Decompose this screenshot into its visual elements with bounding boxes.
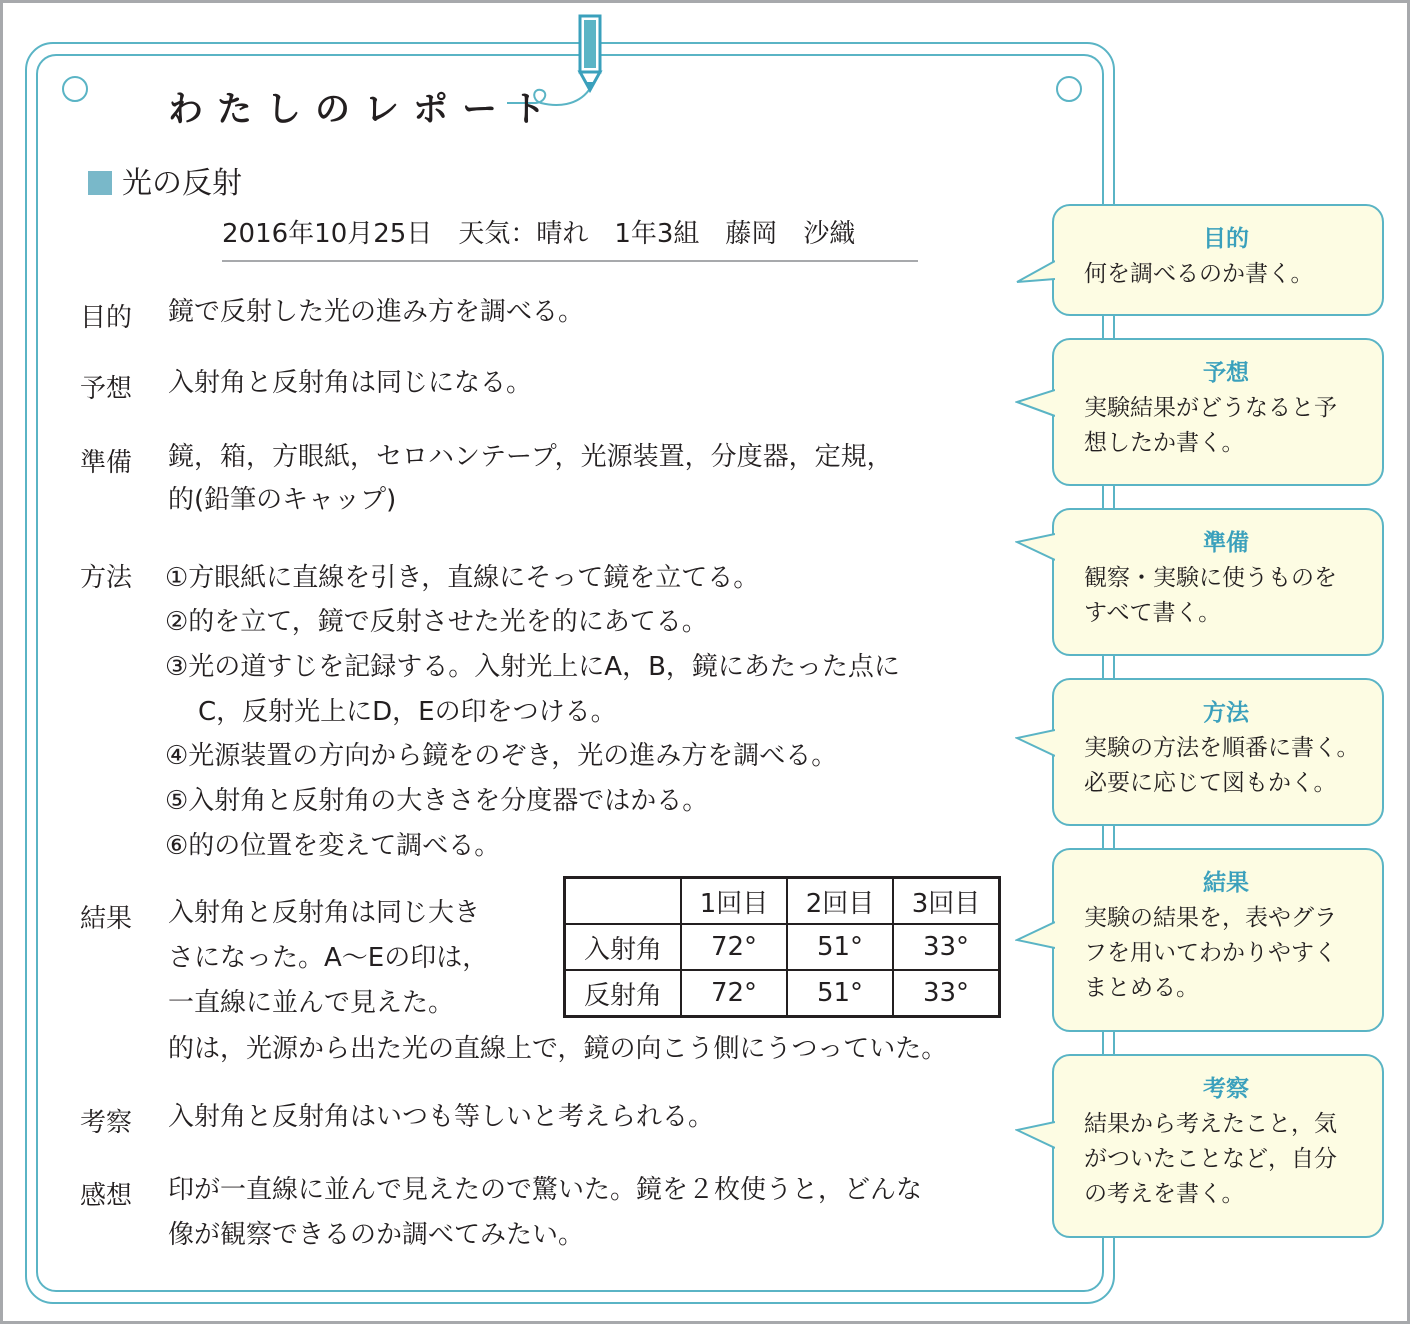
- note-title: 方法: [1203, 700, 1249, 726]
- note-hypothesis: [1052, 338, 1384, 486]
- note-body: 実験結果がどうなると予 想したか書く。: [1084, 395, 1337, 456]
- note-result: [1052, 848, 1384, 1032]
- note-title: 予想: [1203, 360, 1249, 386]
- table-cell: 72°: [681, 924, 787, 970]
- bubble-tail-icon: [1015, 530, 1055, 570]
- result-text-2: さになった。A～Eの印は，: [168, 943, 489, 973]
- table-header-cell: [565, 878, 682, 925]
- table-cell: 反射角: [565, 970, 682, 1017]
- note-body: 実験の結果を，表やグラ フを用いてわかりやすく まとめる。: [1084, 905, 1337, 1001]
- method-step-continuation: C，反射光上にD，Eの印をつける。: [198, 697, 617, 727]
- note-title: 目的: [1203, 226, 1249, 252]
- table-cell: 51°: [787, 970, 893, 1017]
- note-method: [1052, 678, 1384, 826]
- subject-text: 光の反射: [122, 166, 242, 201]
- note-preparation: [1052, 508, 1384, 656]
- hypothesis-text: 入射角と反射角は同じになる。: [168, 368, 533, 398]
- hypothesis-label: 予想: [80, 374, 133, 404]
- table-row: [565, 970, 1000, 1017]
- table-header-cell: 3回目: [893, 878, 1000, 925]
- preparation-label: 準備: [80, 448, 133, 478]
- result-table: [563, 876, 1001, 1018]
- square-bullet-icon: [88, 171, 112, 195]
- table-cell: 72°: [681, 970, 787, 1017]
- method-label: 方法: [80, 563, 133, 593]
- bubble-tail-icon: [1015, 726, 1055, 766]
- table-row: [565, 878, 1000, 925]
- table-cell: 入射角: [565, 924, 682, 970]
- result-text-3: 一直線に並んで見えた。: [168, 988, 455, 1018]
- table-header-cell: 1回目: [681, 878, 787, 925]
- method-step: ④光源装置の方向から鏡をのぞき，光の進み方を調べる。: [165, 741, 838, 771]
- hole-right-icon: [1056, 76, 1082, 102]
- method-step: ⑥的の位置を変えて調べる。: [165, 831, 501, 861]
- impression-text-1: 印が一直線に並んで見えたので驚いた。鏡を２枚使うと，どんな: [168, 1175, 923, 1205]
- table-header-cell: 2回目: [787, 878, 893, 925]
- table-cell: 33°: [893, 924, 1000, 970]
- purpose-text: 鏡で反射した光の進み方を調べる。: [168, 297, 585, 327]
- note-body: 観察・実験に使うものを すべて書く。: [1084, 565, 1337, 626]
- subject-heading: [88, 158, 242, 202]
- method-step: ③光の道すじを記録する。入射光上にA，B，鏡にあたった点に: [165, 652, 900, 682]
- table-row: [565, 924, 1000, 970]
- method-step: ⑤入射角と反射角の大きさを分度器ではかる。: [165, 786, 709, 816]
- method-step: ②的を立て，鏡で反射させた光を的にあてる。: [165, 607, 708, 637]
- pencil-icon: [576, 14, 604, 94]
- note-title: 考察: [1203, 1076, 1249, 1102]
- result-text-4: 的は，光源から出た光の直線上で，鏡の向こう側にうつっていた。: [168, 1034, 948, 1064]
- impression-label: 感想: [80, 1181, 133, 1211]
- note-purpose: [1052, 204, 1384, 316]
- bubble-tail-icon: [1015, 1118, 1055, 1158]
- purpose-label: 目的: [80, 303, 133, 333]
- preparation-text-1: 鏡，箱，方眼紙，セロハンテープ，光源装置，分度器，定規，: [168, 442, 893, 472]
- bubble-tail-icon: [1015, 918, 1055, 958]
- note-title: 結果: [1203, 870, 1249, 896]
- report-title: わたしのレポート: [168, 90, 561, 130]
- note-body: 何を調べるのか書く。: [1084, 261, 1314, 287]
- result-text-1: 入射角と反射角は同じ大き: [168, 898, 481, 928]
- note-body: 結果から考えたこと，気 がついたことなど，自分 の考えを書く。: [1084, 1111, 1337, 1207]
- bubble-tail-icon: [1015, 386, 1055, 426]
- method-step: ①方眼紙に直線を引き，直線にそって鏡を立てる。: [165, 563, 760, 593]
- impression-text-2: 像が観察できるのか調べてみたい。: [168, 1220, 585, 1250]
- note-title: 準備: [1203, 530, 1249, 556]
- table-cell: 33°: [893, 970, 1000, 1017]
- discussion-text: 入射角と反射角はいつも等しいと考えられる。: [168, 1102, 715, 1132]
- hole-left-icon: [62, 76, 88, 102]
- bubble-tail-icon: [1015, 255, 1055, 295]
- note-body: 実験の方法を順番に書く。 必要に応じて図もかく。: [1084, 735, 1360, 796]
- discussion-label: 考察: [80, 1108, 133, 1138]
- meta-line: 2016年10月25日 天気：晴れ 1年3組 藤岡 沙織: [222, 213, 918, 262]
- table-cell: 51°: [787, 924, 893, 970]
- result-label: 結果: [80, 904, 133, 934]
- note-discussion: [1052, 1054, 1384, 1238]
- preparation-text-2: 的(鉛筆のキャップ): [168, 485, 397, 515]
